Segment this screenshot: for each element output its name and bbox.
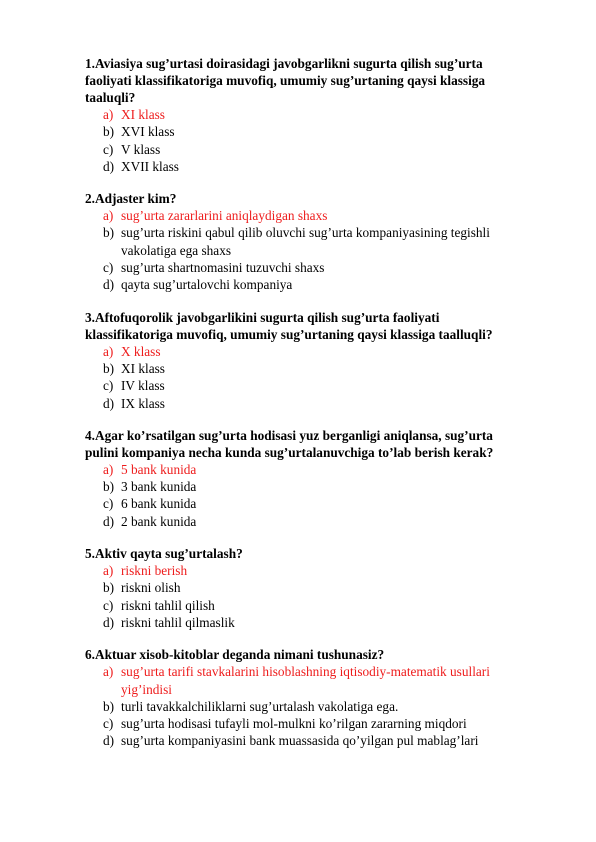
option-d <box>85 614 526 631</box>
option-text: XI klass <box>121 107 165 122</box>
option-c <box>85 597 526 614</box>
option-c <box>85 377 526 394</box>
question-text: 1.Aviasiya sug’urtasi doirasidagi javobgarlikni sugurta qilish sug’urta faoliyati klassifikatoriga muvofiq, umumiy sug’urtaning qaysi klassiga taaluqli? <box>85 56 486 105</box>
option-letter: d) <box>103 158 115 174</box>
option-letter: d) <box>103 513 115 529</box>
question-6 <box>85 646 526 749</box>
option-letter: c) <box>103 597 114 613</box>
option-b <box>85 123 526 140</box>
option-c <box>85 715 526 732</box>
answer-options <box>85 343 526 412</box>
option-c <box>85 495 526 512</box>
option-a <box>85 106 526 123</box>
option-text: turli tavakkalchiliklarni sug’urtalash vakolatiga ega. <box>121 698 399 714</box>
answer-options <box>85 461 526 530</box>
option-text: qayta sug’urtalovchi kompaniya <box>121 277 293 293</box>
option-b <box>85 478 526 495</box>
option-a <box>85 461 526 478</box>
option-letter: a) <box>103 343 114 359</box>
question-text: 4.Agar ko’rsatilgan sug’urta hodisasi yuz berganligi aniqlansa, sug’urta pulini kompaniya necha kunda sug’urtalanuvchiga to’lab berish kerak? <box>85 427 494 460</box>
option-text: sug’urta shartnomasini tuzuvchi shaxs <box>121 260 325 276</box>
option-letter: a) <box>103 563 114 579</box>
option-text: riskni olish <box>121 580 181 596</box>
option-letter: d) <box>103 614 115 630</box>
option-text: sug’urta tarifi stavkalarini hisoblashning iqtisodiy-matematik usullari yig’indisi <box>121 664 490 697</box>
option-letter: d) <box>103 277 115 293</box>
option-letter: a) <box>103 107 114 122</box>
option-d <box>85 158 526 175</box>
question-3 <box>85 309 526 412</box>
question-text: 6.Aktuar xisob-kitoblar deganda nimani tushunasiz? <box>85 647 385 663</box>
option-a <box>85 207 526 224</box>
option-letter: b) <box>103 698 115 714</box>
option-letter: c) <box>103 260 114 276</box>
option-text: sug’urta kompaniyasini bank muassasida qo’yilgan pul mablag’lari <box>121 733 479 749</box>
option-text: riskni berish <box>121 563 188 579</box>
option-letter: b) <box>103 124 115 140</box>
question-text: 5.Aktiv qayta sug’urtalash? <box>85 546 243 562</box>
option-text: sug’urta riskini qabul qilib oluvchi sug’urta kompaniyasining tegishli vakolatiga ega shaxs <box>121 225 490 258</box>
option-d <box>85 513 526 530</box>
option-text: IX klass <box>121 395 165 411</box>
answer-options <box>85 663 526 749</box>
option-letter: b) <box>103 479 115 495</box>
option-d <box>85 395 526 412</box>
option-text: IV klass <box>121 378 165 394</box>
option-text: 5 bank kunida <box>121 461 197 477</box>
option-letter: b) <box>103 225 115 241</box>
question-5 <box>85 545 526 631</box>
question-4 <box>85 427 526 530</box>
option-a <box>85 562 526 579</box>
option-text: 6 bank kunida <box>121 496 197 512</box>
option-text: riskni tahlil qilmaslik <box>121 614 235 630</box>
option-c <box>85 259 526 276</box>
option-text: riskni tahlil qilish <box>121 597 215 613</box>
option-d <box>85 732 526 749</box>
option-c <box>85 141 526 158</box>
question-1 <box>85 55 526 175</box>
question-2 <box>85 190 526 293</box>
option-letter: d) <box>103 733 115 749</box>
option-text: 3 bank kunida <box>121 479 197 495</box>
option-letter: b) <box>103 580 115 596</box>
option-letter: b) <box>103 360 115 376</box>
question-text: 3.Aftofuqorolik javobgarlikini sugurta qilish sug’urta faoliyati klassifikatoriga muvofiq, umumiy sug’urtaning qaysi klassiga taalluqli? <box>85 309 493 342</box>
option-letter: c) <box>103 378 114 394</box>
option-text: X klass <box>121 343 161 359</box>
option-letter: c) <box>103 496 114 512</box>
option-text: XVII klass <box>121 158 179 174</box>
option-text: XI klass <box>121 360 165 376</box>
option-b <box>85 360 526 377</box>
option-text: V klass <box>121 141 161 157</box>
option-a <box>85 343 526 360</box>
answer-options <box>85 207 526 293</box>
option-letter: a) <box>103 461 114 477</box>
answer-options <box>85 562 526 631</box>
answer-options <box>85 106 526 175</box>
option-a <box>85 663 526 698</box>
option-letter: d) <box>103 395 115 411</box>
option-text: 2 bank kunida <box>121 513 197 529</box>
option-letter: c) <box>103 141 114 157</box>
option-text: XVI klass <box>121 124 175 140</box>
option-d <box>85 276 526 293</box>
option-letter: a) <box>103 664 114 680</box>
option-b <box>85 698 526 715</box>
option-b <box>85 224 526 259</box>
option-letter: a) <box>103 208 114 224</box>
question-text: 2.Adjaster kim? <box>85 191 177 207</box>
option-letter: c) <box>103 716 114 732</box>
option-text: sug’urta hodisasi tufayli mol-mulkni ko’rilgan zararning miqdori <box>121 716 467 732</box>
option-b <box>85 579 526 596</box>
option-text: sug’urta zararlarini aniqlaydigan shaxs <box>121 208 328 224</box>
